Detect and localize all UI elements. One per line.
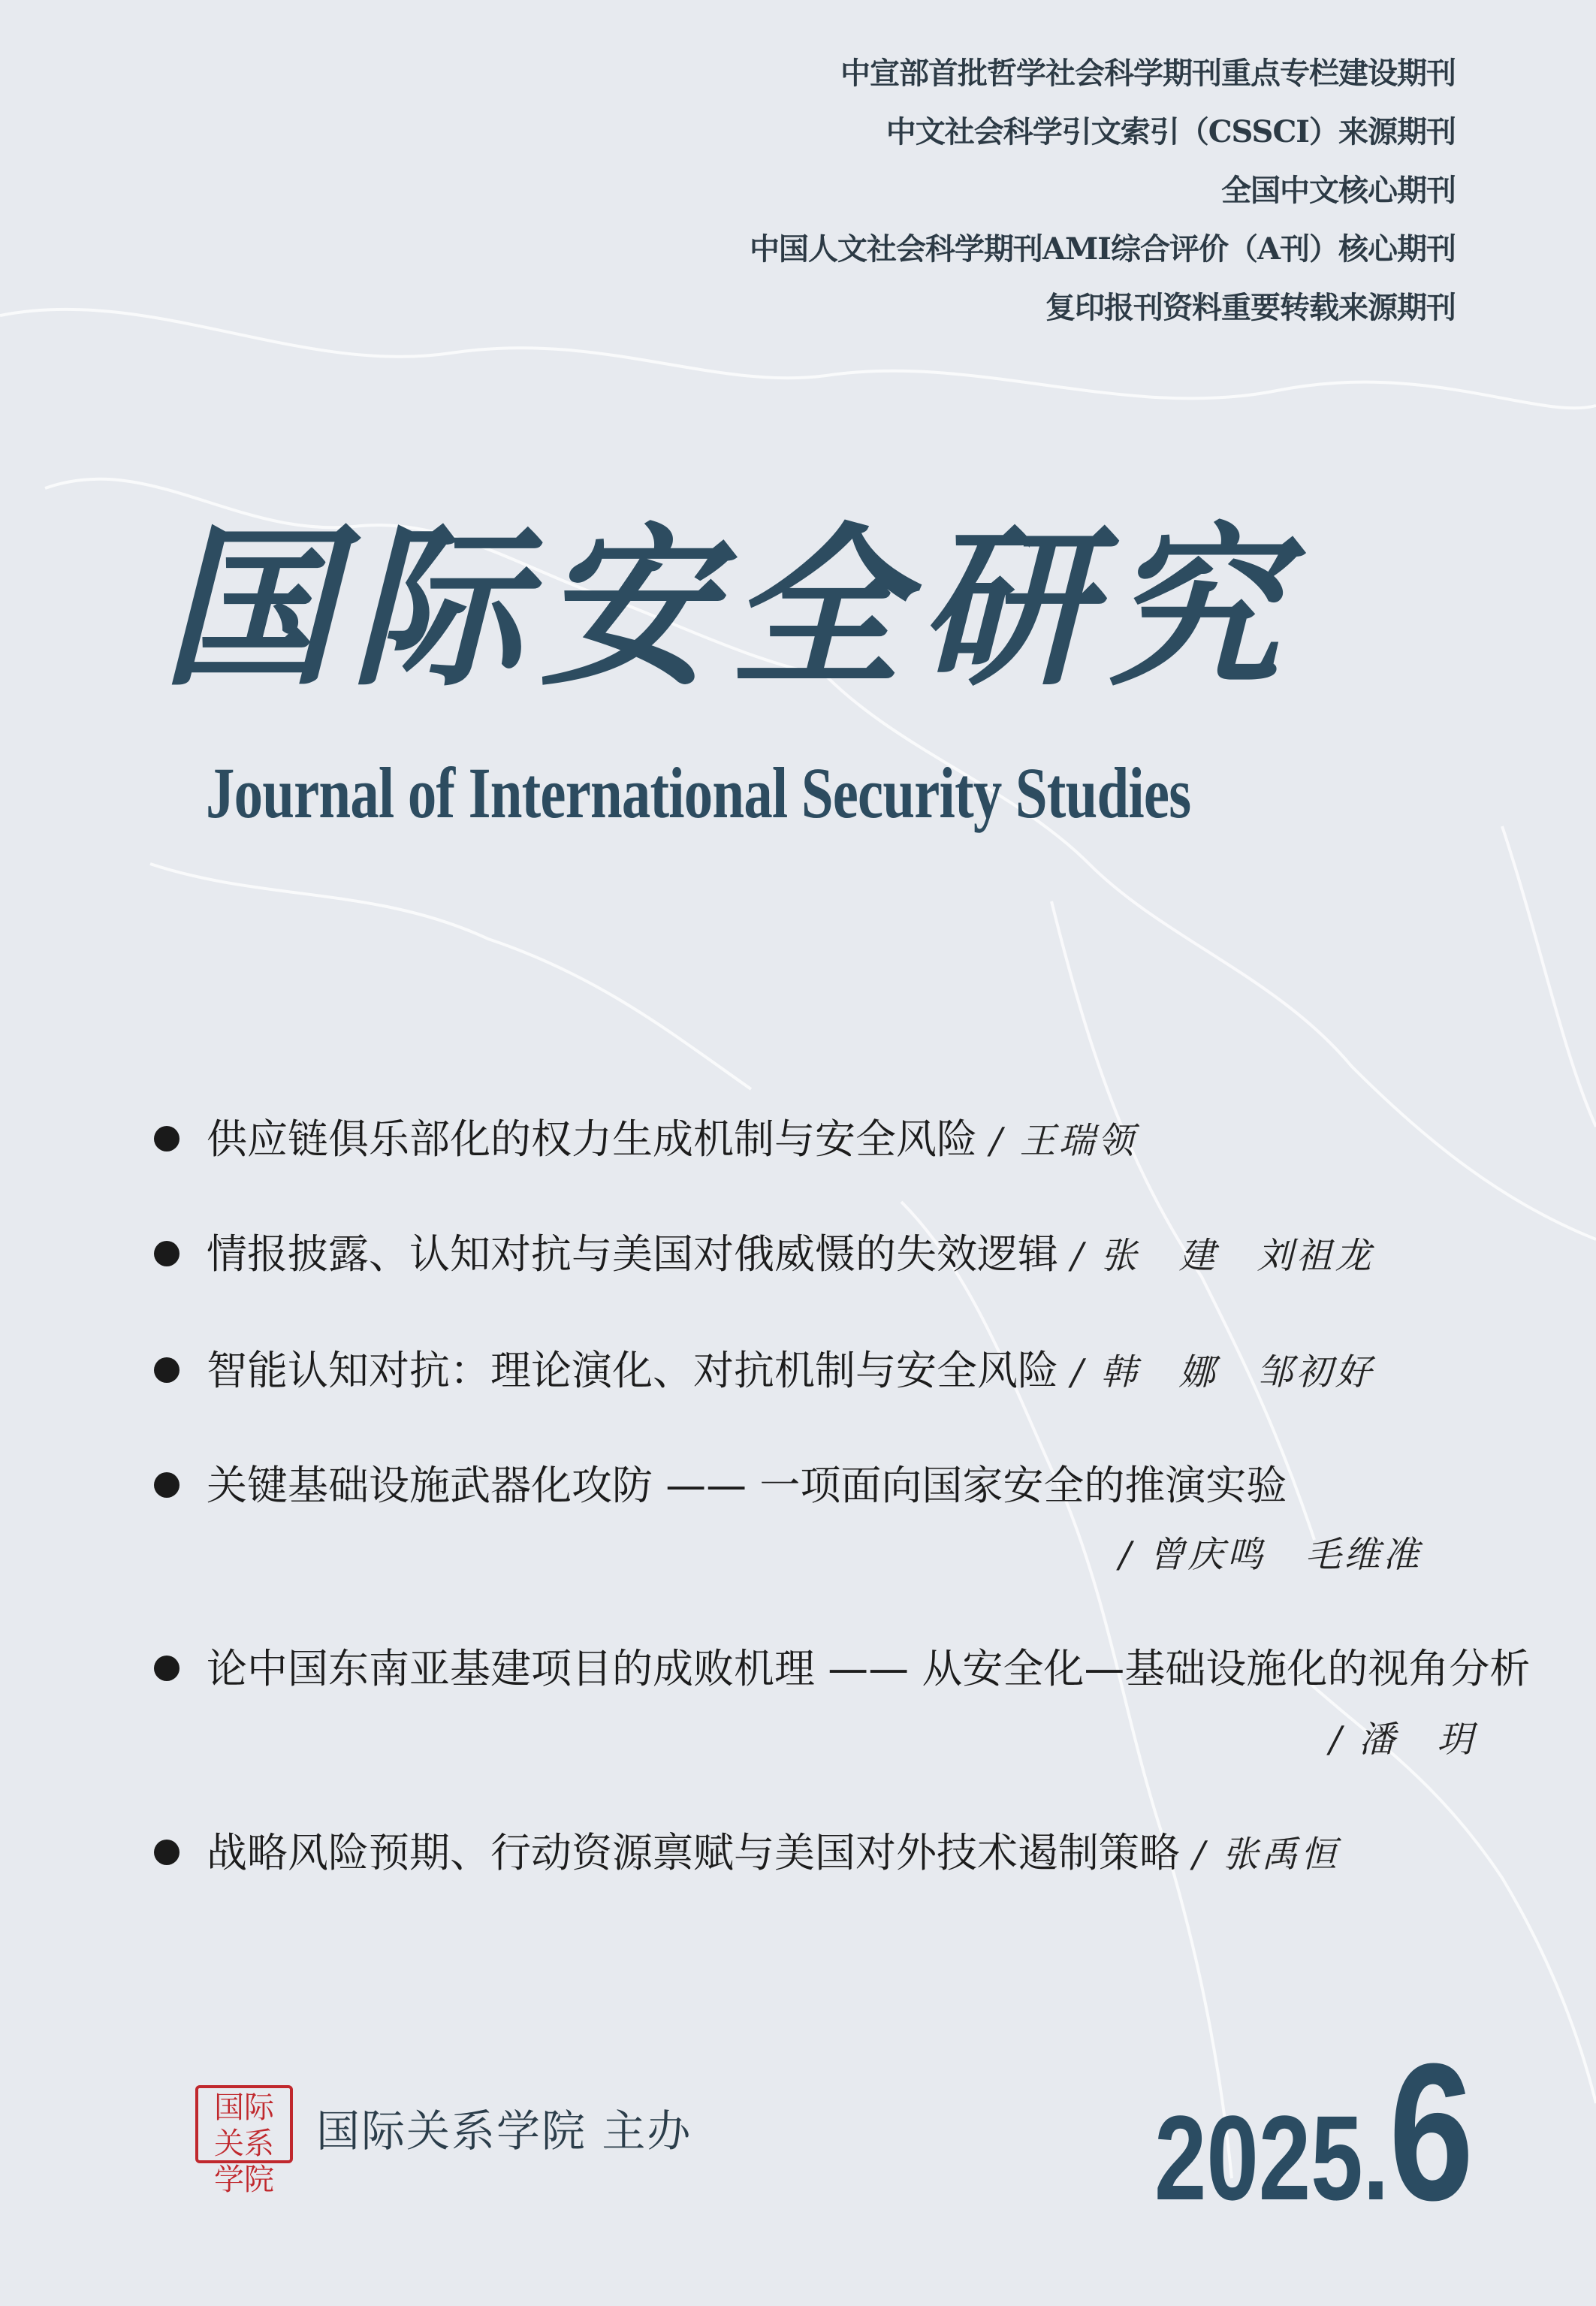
institution-seal-logo: 国际关系学院 — [195, 2085, 293, 2163]
badge-line: 复印报刊资料重要转载来源期刊 — [1045, 290, 1456, 325]
article-author: / 韩 娜 邹初好 — [1071, 1351, 1374, 1393]
sponsor-text: 国际关系学院 主办 — [316, 2105, 692, 2157]
article-item[interactable] — [154, 1459, 1287, 1512]
article-author: / 张禹恒 — [1193, 1834, 1340, 1876]
badge-line: 中文社会科学引文索引（CSSCI）来源期刊 — [885, 114, 1456, 149]
article-item[interactable] — [154, 1345, 1374, 1399]
article-item[interactable] — [154, 1228, 1374, 1282]
badge-line: 中国人文社会科学期刊AMI综合评价（A刊）核心期刊 — [749, 231, 1456, 267]
article-author: / 潘 玥 — [1329, 1719, 1477, 1761]
article-title: 情报披露、认知对抗与美国对俄威慑的失效逻辑 — [207, 1230, 1058, 1278]
article-title: 关键基础设施武器化攻防 —— 一项面向国家安全的推演实验 — [207, 1462, 1287, 1509]
article-item[interactable] — [154, 1643, 1530, 1695]
bullet-icon — [154, 1126, 180, 1151]
journal-title-chinese: 国际安全研究 — [161, 507, 1297, 710]
issue-no: 6 — [1389, 2024, 1474, 2241]
article-title: 论中国东南亚基建项目的成败机理 —— 从安全化—基础设施化的视角分析 — [207, 1645, 1531, 1692]
journal-title-english: Journal of International Security Studies — [206, 753, 1191, 833]
article-item[interactable] — [154, 1113, 1137, 1167]
article-author: / 曾庆鸣 毛维准 — [1119, 1534, 1423, 1576]
bullet-icon — [154, 1656, 180, 1681]
bullet-icon — [154, 1241, 180, 1266]
article-author: / 张 建 刘祖龙 — [1071, 1235, 1374, 1277]
bullet-icon — [154, 1472, 180, 1498]
article-author: / 王瑞领 — [990, 1120, 1137, 1162]
bullet-icon — [154, 1840, 180, 1865]
indexing-badges — [750, 51, 1456, 344]
issue-year: 2025. — [1154, 2090, 1389, 2225]
badge-line: 全国中文核心期刊 — [1221, 173, 1456, 208]
article-title: 战略风险预期、行动资源禀赋与美国对外技术遏制策略 — [207, 1829, 1180, 1876]
article-item[interactable] — [154, 1827, 1340, 1881]
article-title: 智能认知对抗：理论演化、对抗机制与安全风险 — [207, 1347, 1058, 1394]
bullet-icon — [154, 1357, 180, 1383]
article-title: 供应链俱乐部化的权力生成机制与安全风险 — [207, 1115, 977, 1163]
badge-line: 中宣部首批哲学社会科学期刊重点专栏建设期刊 — [840, 56, 1456, 91]
issue-number — [1154, 2021, 1474, 2245]
